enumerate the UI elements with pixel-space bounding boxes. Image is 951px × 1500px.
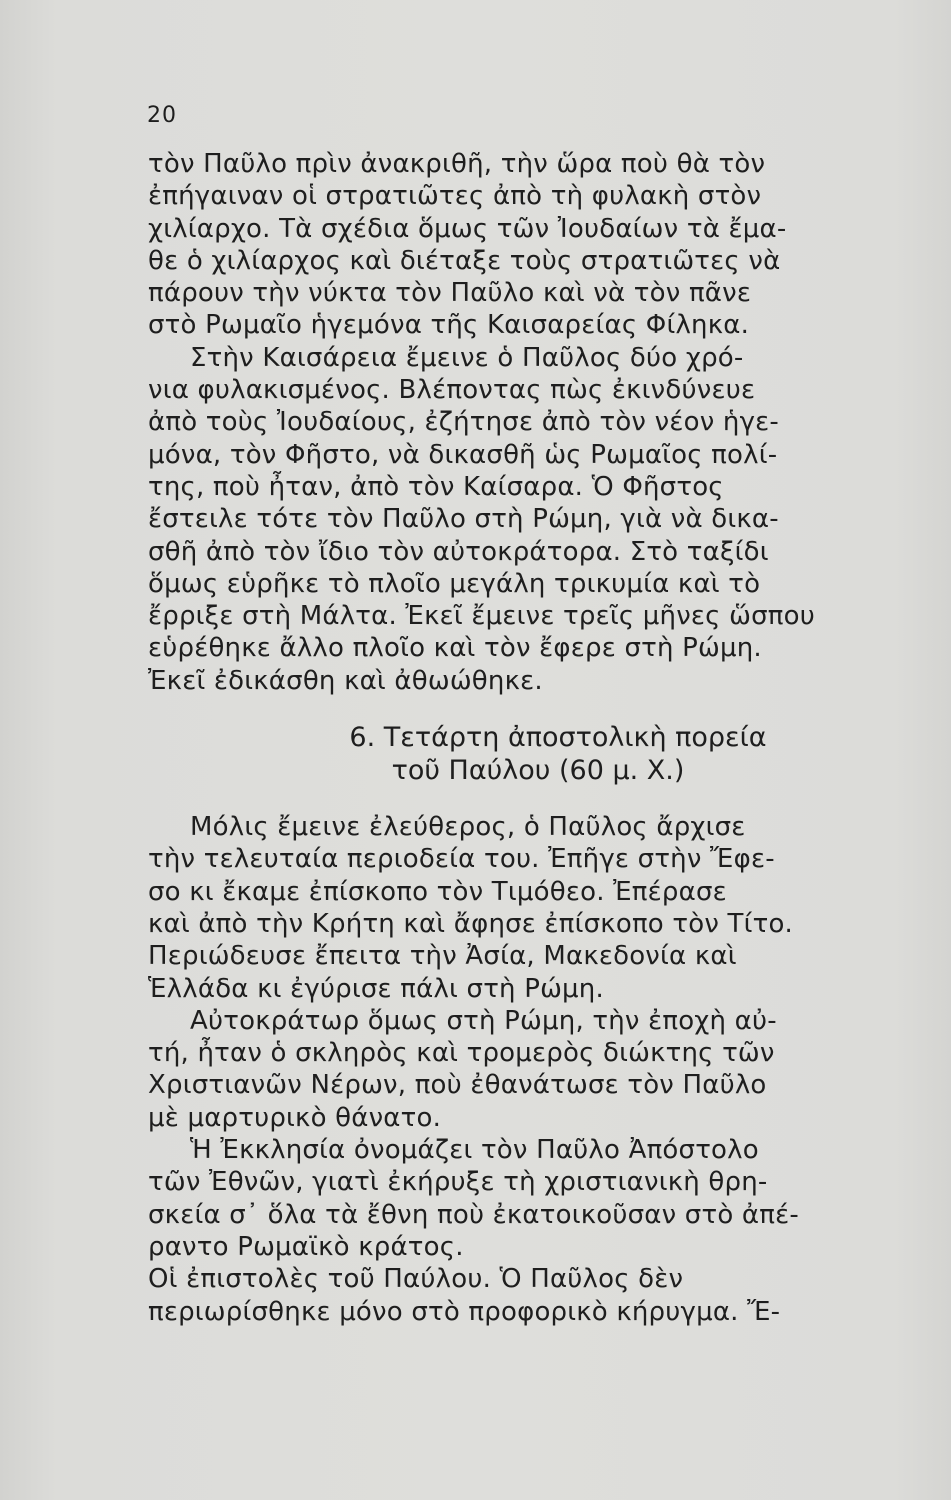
text-line: σκεία σ᾽ ὅλα τὰ ἔθνη ποὺ ἐκατοικοῦσαν στὸ ἀπέ- bbox=[148, 1199, 799, 1230]
text-line: περιωρίσθηκε μόνο στὸ προφορικὸ κήρυγμα. Ἔ- bbox=[148, 1296, 781, 1327]
text-line: Αὐτοκράτωρ ὅμως στὴ Ρώμη, τὴν ἐποχὴ αὐ- bbox=[190, 1005, 777, 1036]
text-line: Ἐκεῖ ἐδικάσθη καὶ ἀθωώθηκε. bbox=[148, 665, 543, 696]
text-line: μόνα, τὸν Φῆστο, νὰ δικασθῆ ὡς Ρωμαῖος πολί- bbox=[148, 439, 778, 470]
text-line: Ἑλλάδα κι ἐγύρισε πάλι στὴ Ρώμη. bbox=[148, 973, 604, 1004]
page-text bbox=[148, 148, 928, 1328]
text-line: Περιώδευσε ἔπειτα τὴν Ἀσία, Μακεδονία καὶ bbox=[148, 941, 737, 972]
text-line: στὸ Ρωμαῖο ἡγεμόνα τῆς Καισαρείας Φίληκα. bbox=[148, 310, 750, 341]
text-line: Μόλις ἔμεινε ἐλεύθερος, ὁ Παῦλος ἄρχισε bbox=[190, 812, 746, 843]
text-line: ἔρριξε στὴ Μάλτα. Ἐκεῖ ἔμεινε τρεῖς μῆνες ὥσπου bbox=[148, 601, 815, 632]
text-line: ἐπήγαιναν οἱ στρατιῶτες ἀπὸ τὴ φυλακὴ στὸν bbox=[148, 181, 762, 212]
text-line: Οἱ ἐπιστολὲς τοῦ Παύλου. Ὁ Παῦλος δὲν bbox=[148, 1264, 684, 1295]
text-line: νια φυλακισμένος. Βλέποντας πὼς ἐκινδύνευε bbox=[148, 375, 756, 406]
text-line: θε ὁ χιλίαρχος καὶ διέταξε τοὺς στρατιῶτες νὰ bbox=[148, 245, 781, 276]
text-line: Χριστιανῶν Νέρων, ποὺ ἐθανάτωσε τὸν Παῦλο bbox=[148, 1070, 767, 1101]
text-line: σο κι ἔκαμε ἐπίσκοπο τὸν Τιμόθεο. Ἐπέρασε bbox=[148, 876, 727, 907]
text-line: εὑρέθηκε ἄλλο πλοῖο καὶ τὸν ἔφερε στὴ Ρώμη. bbox=[148, 633, 762, 664]
text-line: καὶ ἀπὸ τὴν Κρήτη καὶ ἄφησε ἐπίσκοπο τὸν Τίτο. bbox=[148, 908, 794, 939]
section-heading: 6. Τετάρτη ἀποστολικὴ πορεία bbox=[349, 722, 767, 754]
text-line: Στὴν Καισάρεια ἔμεινε ὁ Παῦλος δύο χρό- bbox=[190, 342, 744, 373]
text-line: ἀπὸ τοὺς Ἰουδαίους, ἐζήτησε ἀπὸ τὸν νέον ἡγε- bbox=[148, 407, 779, 438]
text-line: ὅμως εὑρῆκε τὸ πλοῖο μεγάλη τρικυμία καὶ τὸ bbox=[148, 568, 761, 599]
page-number: 20 bbox=[147, 103, 177, 128]
text-line: χιλίαρχο. Τὰ σχέδια ὅμως τῶν Ἰουδαίων τὰ ἔμα- bbox=[148, 213, 787, 244]
text-line: ἔστειλε τότε τὸν Παῦλο στὴ Ρώμη, γιὰ νὰ δικα- bbox=[148, 504, 779, 535]
text-line: σθῆ ἀπὸ τὸν ἴδιο τὸν αὐτοκράτορα. Στὸ ταξίδι bbox=[148, 536, 769, 567]
text-line: της, ποὺ ἦταν, ἀπὸ τὸν Καίσαρα. Ὁ Φῆστος bbox=[148, 471, 724, 502]
text-line: τή, ἦταν ὁ σκληρὸς καὶ τρομερὸς διώκτης τῶν bbox=[148, 1038, 775, 1069]
text-line: τὴν τελευταία περιοδεία του. Ἐπῆγε στὴν Ἔφε- bbox=[148, 844, 775, 875]
section-heading-subtitle: τοῦ Παύλου (60 μ. Χ.) bbox=[391, 755, 685, 787]
text-line: μὲ μαρτυρικὸ θάνατο. bbox=[148, 1102, 442, 1133]
text-line: τῶν Ἐθνῶν, γιατὶ ἐκήρυξε τὴ χριστιανικὴ θρη- bbox=[148, 1167, 768, 1198]
text-line: πάρουν τὴν νύκτα τὸν Παῦλο καὶ νὰ τὸν πᾶνε bbox=[148, 278, 752, 309]
text-line: τὸν Παῦλο πρὶν ἀνακριθῆ, τὴν ὥρα ποὺ θὰ τὸν bbox=[148, 149, 766, 179]
text-line: Ἡ Ἐκκλησία ὀνομάζει τὸν Παῦλο Ἀπόστολο bbox=[190, 1135, 759, 1166]
text-line: ραντο Ρωμαϊκὸ κράτος. bbox=[148, 1231, 464, 1262]
